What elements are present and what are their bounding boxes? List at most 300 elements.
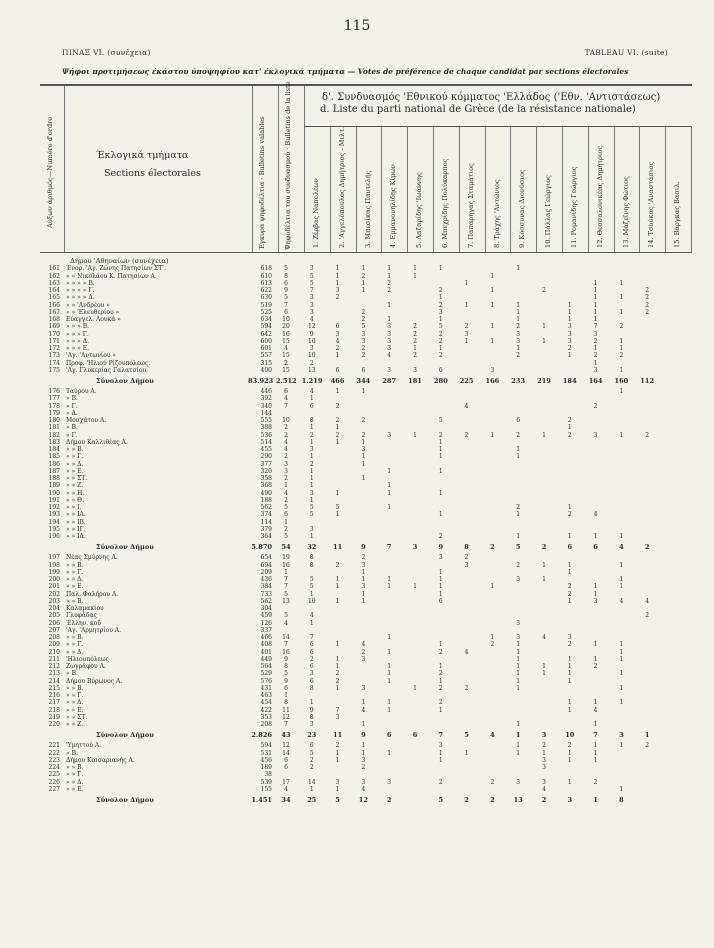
valid-votes: 388 xyxy=(260,424,272,432)
candidate-votes: 7 xyxy=(593,323,598,331)
candidate-votes: 1 xyxy=(567,533,572,540)
candidate-header: 12. Θεσσαλονικέας Δημήτριος xyxy=(595,145,604,248)
row-number: 214 xyxy=(48,677,60,685)
section-name: Δήμου Καισαριανής Α. xyxy=(66,756,135,764)
candidate-votes: 1 xyxy=(387,467,392,475)
valid-votes: 315 xyxy=(260,359,272,367)
row-number: 166 xyxy=(48,301,60,309)
candidate-votes: 5 xyxy=(438,323,443,331)
candidate-votes: 3 xyxy=(593,366,598,374)
candidate-votes: 2 xyxy=(335,742,340,750)
valid-votes: 5.870 xyxy=(251,543,272,552)
table-row xyxy=(40,742,692,749)
candidate-votes: 1 xyxy=(309,699,314,707)
candidate-votes: 1 xyxy=(387,583,392,591)
total-row xyxy=(40,374,692,388)
candidate-votes: 1 xyxy=(335,279,340,287)
valid-votes: 613 xyxy=(260,279,272,287)
row-number: 201 xyxy=(48,583,60,591)
table-row xyxy=(40,771,692,778)
candidate-votes: 1 xyxy=(335,597,340,605)
table-row xyxy=(40,482,692,489)
list-votes-label: Ψηφοδέλτια του συνδυασμού · Bulletins de la liste xyxy=(284,81,292,250)
table-row xyxy=(40,605,692,612)
valid-votes: 377 xyxy=(260,460,272,468)
col-divider xyxy=(562,126,563,252)
candidate-votes: 4 xyxy=(593,706,598,714)
candidate-votes: 1 xyxy=(413,345,417,352)
section-name: Ένορ. 'Αγ. Ζώνης Πατησίων ΣΤ'. xyxy=(66,265,166,273)
table-row xyxy=(40,432,692,439)
candidate-votes: 1 xyxy=(464,301,469,309)
table-row xyxy=(40,526,692,533)
candidate-votes: 1 xyxy=(335,583,340,591)
candidate-votes: 1 xyxy=(413,431,417,439)
section-name: Ζωγράφου Α. xyxy=(66,663,106,670)
candidate-votes: 1 xyxy=(593,699,598,707)
candidate-votes: 2 xyxy=(309,655,314,663)
candidate-votes: 2 xyxy=(413,330,417,338)
candidate-votes: 2 xyxy=(335,345,340,352)
list-votes: 3 xyxy=(284,460,288,468)
valid-votes: 353 xyxy=(260,713,272,721)
candidate-header: 14. Τσούκας 'Αναστάσιος xyxy=(647,161,656,248)
candidate-header: 2. 'Αγγελόπουλος Δημήτριος - Μιλτ. xyxy=(337,126,346,248)
list-votes: 2.512 xyxy=(276,377,297,385)
candidate-votes: 6 xyxy=(309,663,314,670)
candidate-votes: 6 xyxy=(309,677,314,685)
candidate-votes: 1 xyxy=(361,265,366,273)
candidate-votes: 1 xyxy=(309,475,314,482)
table-row xyxy=(40,699,692,706)
section-name: » » Ε. xyxy=(66,706,84,714)
table-row xyxy=(40,591,692,598)
section-name: » » Δ. xyxy=(66,576,84,583)
list-votes: 2 xyxy=(284,496,288,504)
candidate-votes: 2 xyxy=(516,431,521,439)
candidate-votes: 10 xyxy=(307,337,316,345)
valid-votes: 436 xyxy=(260,576,272,583)
section-name: Έλλην. κοῦ xyxy=(66,619,102,627)
candidate-votes: 3 xyxy=(309,265,314,273)
candidate-votes: 2 xyxy=(438,330,443,338)
row-number: 205 xyxy=(48,612,60,620)
candidate-votes: 1 xyxy=(361,597,366,605)
list-votes: 2 xyxy=(284,475,288,482)
total-row xyxy=(40,540,692,554)
candidate-votes: 1 xyxy=(387,301,392,309)
candidate-votes: 1 xyxy=(567,568,572,576)
candidate-votes: 7 xyxy=(309,287,314,294)
section-name: Ταύρου Α. xyxy=(66,388,97,395)
candidate-votes: 1 xyxy=(438,511,443,519)
candidate-votes: 2 xyxy=(542,742,546,750)
list-votes: 2 xyxy=(284,424,288,432)
table-row xyxy=(40,504,692,511)
list-votes: 7 xyxy=(284,301,288,309)
table-row xyxy=(40,554,692,561)
row-number: 203 xyxy=(48,597,60,605)
col-divider xyxy=(278,86,279,252)
valid-votes: 463 xyxy=(260,692,272,699)
row-number: 182 xyxy=(48,431,60,439)
list-votes: 1 xyxy=(284,568,288,576)
candidate-votes: 4 xyxy=(335,337,340,345)
candidate-votes: 1 xyxy=(593,345,598,352)
row-number: 227 xyxy=(48,785,60,793)
list-votes: 5 xyxy=(284,612,288,620)
candidate-votes: 1 xyxy=(335,684,340,692)
candidate-votes: 1 xyxy=(490,583,495,591)
candidate-votes: 287 xyxy=(382,377,397,385)
valid-votes: 449 xyxy=(260,655,272,663)
section-name: » » Η. xyxy=(66,489,85,497)
table-row xyxy=(40,641,692,648)
list-votes: 7 xyxy=(284,641,288,649)
candidate-votes: 3 xyxy=(413,366,417,374)
valid-votes: 358 xyxy=(260,475,272,482)
list-votes: 6 xyxy=(284,308,288,316)
candidate-votes: 4 xyxy=(490,731,495,740)
candidate-votes: 12 xyxy=(358,796,368,804)
table-row xyxy=(40,367,692,374)
candidate-votes: 4 xyxy=(309,612,314,620)
valid-votes: 610 xyxy=(260,272,272,280)
party-title-gr: δ'. Συνδυασμός 'Εθνικού κόμματος 'Ελλάδος ('Εθν. 'Αντιστάσεως) xyxy=(322,92,661,103)
list-votes: 4 xyxy=(284,345,288,352)
table-row xyxy=(40,533,692,540)
candidate-votes: 1 xyxy=(438,663,443,670)
table-row xyxy=(40,649,692,656)
section-name: » » Ζ. xyxy=(66,721,84,728)
candidate-header: 1. Ζέρβας Ναπολέων xyxy=(312,178,320,248)
section-name: Σύνολον Δήμου xyxy=(96,796,154,804)
candidate-votes: 6 xyxy=(516,417,521,424)
candidate-header: 9. Κόσσυνας Διονύσιος xyxy=(518,169,527,248)
section-name: » Β. xyxy=(66,424,78,432)
candidate-votes: 6 xyxy=(309,742,314,750)
candidate-votes: 3 xyxy=(516,337,521,345)
candidate-votes: 3 xyxy=(542,756,546,764)
list-votes: 16 xyxy=(282,330,290,338)
valid-votes: 189 xyxy=(260,764,272,771)
section-name: Δήμου 'Αθηναίων (συνέχεια) xyxy=(70,257,169,265)
valid-votes: 374 xyxy=(260,511,272,519)
valid-votes: 446 xyxy=(260,388,272,395)
valid-votes: 576 xyxy=(260,677,272,685)
candidate-votes: 2 xyxy=(541,796,547,804)
candidate-votes: 3 xyxy=(464,330,469,338)
candidate-votes: 1 xyxy=(309,453,314,461)
candidate-votes: 1 xyxy=(619,366,624,374)
candidate-votes: 1 xyxy=(361,475,366,482)
candidate-votes: 3 xyxy=(387,366,392,374)
col-divider xyxy=(691,126,692,252)
candidate-votes: 2 xyxy=(361,554,366,562)
row-number: 180 xyxy=(48,417,60,424)
candidate-votes: 160 xyxy=(614,377,629,385)
candidate-votes: 1 xyxy=(516,677,521,685)
candidate-votes: 1 xyxy=(619,308,624,316)
candidate-header: 10. Πάλλας Γεώργιος xyxy=(544,175,553,248)
candidate-votes: 1 xyxy=(387,634,392,641)
candidate-votes: 2 xyxy=(464,431,469,439)
valid-votes: 514 xyxy=(260,438,272,446)
candidate-votes: 2 xyxy=(309,460,314,468)
section-name: Σύνολον Δήμου xyxy=(96,543,154,552)
section-name: » » Γ. xyxy=(66,568,84,576)
candidate-votes: 1 xyxy=(335,424,340,432)
table-header-right: TABLEAU VI. (suite) xyxy=(584,48,668,57)
candidate-votes: 3 xyxy=(593,330,598,338)
candidate-votes: 1 xyxy=(361,742,366,750)
table-row xyxy=(40,634,692,641)
candidate-votes: 3 xyxy=(619,731,624,740)
row-number: 199 xyxy=(48,568,60,576)
candidate-votes: 1 xyxy=(361,438,366,446)
row-number: 163 xyxy=(48,279,60,287)
candidate-votes: 1 xyxy=(438,453,443,461)
candidate-votes: 2 xyxy=(309,756,314,764)
candidate-votes: 2 xyxy=(309,764,314,771)
table-row xyxy=(40,786,692,793)
candidate-votes: 5 xyxy=(438,417,443,424)
section-name: » » » Δ. xyxy=(66,337,89,345)
section-name: » Γ. xyxy=(66,431,78,439)
valid-votes: 340 xyxy=(260,402,272,410)
row-number: 162 xyxy=(48,272,60,280)
row-number: 217 xyxy=(48,699,60,707)
section-name: » Δ. xyxy=(66,409,78,417)
candidate-votes: 2 xyxy=(309,359,314,367)
candidate-votes: 112 xyxy=(640,377,655,385)
candidate-votes: 1 xyxy=(593,796,598,804)
candidate-votes: 1 xyxy=(567,352,572,360)
valid-votes: 364 xyxy=(260,533,272,540)
candidate-votes: 2 xyxy=(438,778,443,786)
row-number: 204 xyxy=(48,605,60,612)
valid-votes: 634 xyxy=(260,316,272,323)
table-row xyxy=(40,323,692,330)
candidate-votes: 1 xyxy=(464,337,469,345)
valid-votes: 642 xyxy=(260,330,272,338)
col-divider xyxy=(614,126,615,252)
valid-votes: 594 xyxy=(260,323,272,331)
candidate-votes: 3 xyxy=(438,308,443,316)
candidate-votes: 1 xyxy=(516,533,521,540)
candidate-votes: 5 xyxy=(309,504,314,511)
valid-votes: 114 xyxy=(260,518,272,526)
candidate-votes: 2 xyxy=(335,677,340,685)
section-name: » » ΙΓ. xyxy=(66,525,86,533)
table-row xyxy=(40,352,692,359)
table-row xyxy=(40,757,692,764)
section-name: Σύνολον Δήμου xyxy=(96,377,154,385)
section-name: » » Ζ. xyxy=(66,482,84,490)
list-votes: 43 xyxy=(281,731,291,740)
section-name: » Β. xyxy=(66,749,78,757)
table-row xyxy=(40,598,692,605)
candidate-votes: 1 xyxy=(438,677,443,685)
list-votes: 14 xyxy=(282,634,290,641)
candidate-votes: 1 xyxy=(593,308,598,316)
candidate-votes: 1 xyxy=(387,670,392,678)
table-row xyxy=(40,360,692,367)
candidate-votes: 1 xyxy=(567,677,572,685)
candidate-votes: 1 xyxy=(619,684,624,692)
candidate-votes: 1 xyxy=(361,568,366,576)
section-name: » » ΙΑ. xyxy=(66,511,86,519)
candidate-votes: 1 xyxy=(361,453,366,461)
table-row xyxy=(40,446,692,453)
candidate-votes: 1 xyxy=(619,345,624,352)
candidate-votes: 7 xyxy=(438,731,444,740)
candidate-votes: 5 xyxy=(309,576,314,583)
candidate-votes: 2 xyxy=(645,431,650,439)
section-name: » » Β. xyxy=(66,634,84,641)
top-rule xyxy=(40,84,692,86)
list-votes: 11 xyxy=(282,706,290,714)
candidate-votes: 1 xyxy=(438,467,443,475)
candidate-votes: 1 xyxy=(309,424,314,432)
party-title-fr: d. Liste du parti national de Grèce (de la résistance nationale) xyxy=(320,104,636,115)
candidate-votes: 1 xyxy=(593,301,598,309)
candidate-votes: 5 xyxy=(515,543,521,552)
section-name: » » » Γ. xyxy=(66,330,89,338)
candidate-votes: 2 xyxy=(567,590,572,598)
candidate-votes: 1 xyxy=(464,749,469,757)
list-votes: 6 xyxy=(284,511,288,519)
row-number: 191 xyxy=(48,496,60,504)
col-divider xyxy=(64,86,65,252)
candidate-votes: 1 xyxy=(387,706,392,714)
row-number: 189 xyxy=(48,482,60,490)
candidate-votes: 6 xyxy=(309,402,314,410)
candidate-votes: 1 xyxy=(619,648,624,656)
candidate-votes: 2 xyxy=(309,431,314,439)
candidate-votes: 1 xyxy=(593,721,598,728)
candidate-votes: 1 xyxy=(619,742,624,750)
candidate-votes: 5 xyxy=(361,323,366,331)
candidate-votes: 1 xyxy=(619,294,624,302)
row-number: 226 xyxy=(48,778,60,786)
row-number: 177 xyxy=(48,395,60,403)
section-name: » » » » Δ. xyxy=(66,294,95,302)
col-divider xyxy=(252,86,253,252)
list-votes: 20 xyxy=(282,323,290,331)
candidate-votes: 1 xyxy=(567,561,572,569)
candidate-votes: 3 xyxy=(361,778,366,786)
row-number: 209 xyxy=(48,641,60,649)
valid-votes: 539 xyxy=(260,778,272,786)
candidate-votes: 3 xyxy=(387,431,392,439)
candidate-votes: 1 xyxy=(542,749,546,757)
candidate-votes: 1 xyxy=(516,453,521,461)
valid-votes: 455 xyxy=(260,446,272,453)
candidate-votes: 2 xyxy=(567,511,572,519)
valid-votes: 209 xyxy=(260,568,272,576)
candidate-votes: 1 xyxy=(335,489,340,497)
candidate-votes: 4 xyxy=(387,352,392,360)
candidate-votes: 6 xyxy=(567,543,573,552)
section-name: » » Γ. xyxy=(66,771,84,779)
valid-votes: 401 xyxy=(260,648,272,656)
section-name: 'Ηλιουπόλεως xyxy=(66,655,110,663)
candidate-votes: 1 xyxy=(438,749,443,757)
candidate-votes: 1 xyxy=(361,287,366,294)
header-rule xyxy=(40,252,692,253)
candidate-votes: 2 xyxy=(541,543,547,552)
candidate-votes: 5 xyxy=(464,731,469,740)
candidate-votes: 9 xyxy=(309,706,314,714)
candidate-header: 13. Μάζεϊνης Φώτιος xyxy=(621,176,630,248)
candidate-votes: 3 xyxy=(567,330,572,338)
list-votes: 5 xyxy=(284,533,288,540)
candidate-votes: 2 xyxy=(593,402,598,410)
candidate-votes: 1 xyxy=(438,438,443,446)
candidate-votes: 9 xyxy=(438,543,444,552)
candidate-votes: 1 xyxy=(413,583,417,591)
col-divider xyxy=(588,126,589,252)
candidate-votes: 1 xyxy=(619,279,624,287)
list-votes: 17 xyxy=(282,778,290,786)
section-name: » » Δ. xyxy=(66,460,84,468)
candidate-votes: 3 xyxy=(490,366,495,374)
candidate-votes: 1 xyxy=(516,316,521,323)
list-votes: 6 xyxy=(284,756,288,764)
candidate-votes: 1 xyxy=(438,265,443,273)
candidate-votes: 4 xyxy=(464,402,469,410)
table-row xyxy=(40,265,692,272)
row-number: 220 xyxy=(48,721,60,728)
candidate-votes: 3 xyxy=(438,554,443,562)
candidate-votes: 1 xyxy=(542,337,546,345)
section-name: » » Β. xyxy=(66,684,84,692)
candidate-votes: 2 xyxy=(645,301,650,309)
candidate-votes: 1 xyxy=(361,279,366,287)
candidate-votes: 3 xyxy=(361,655,366,663)
candidate-votes: 3 xyxy=(567,323,572,331)
candidate-votes: 1 xyxy=(309,496,314,504)
candidate-votes: 3 xyxy=(361,337,366,345)
table-row xyxy=(40,511,692,518)
candidate-votes: 1 xyxy=(335,749,340,757)
candidate-votes: 3 xyxy=(593,597,598,605)
list-votes: 6 xyxy=(284,279,288,287)
page-number: 115 xyxy=(343,18,371,34)
candidate-votes: 2 xyxy=(438,352,443,360)
candidate-votes: 3 xyxy=(593,431,598,439)
table-row xyxy=(40,439,692,446)
section-name: Εύαγγελ. Λουκά » xyxy=(66,316,121,323)
list-votes: 8 xyxy=(284,699,288,707)
candidate-votes: 1 xyxy=(619,670,624,678)
list-votes: 15 xyxy=(282,352,290,360)
table-row xyxy=(40,620,692,627)
candidate-votes: 1 xyxy=(593,756,598,764)
candidate-votes: 2 xyxy=(567,641,572,649)
candidate-votes: 2 xyxy=(593,352,598,360)
table-row xyxy=(40,294,692,301)
candidate-votes: 1 xyxy=(516,641,521,649)
list-votes: 6 xyxy=(284,684,288,692)
candidate-votes: 466 xyxy=(330,377,345,385)
candidate-votes: 344 xyxy=(356,377,371,385)
section-name: » » Γ. xyxy=(66,453,84,461)
candidate-votes: 4 xyxy=(361,706,366,714)
candidate-votes: 3 xyxy=(309,446,314,453)
row-number: 184 xyxy=(48,446,60,453)
